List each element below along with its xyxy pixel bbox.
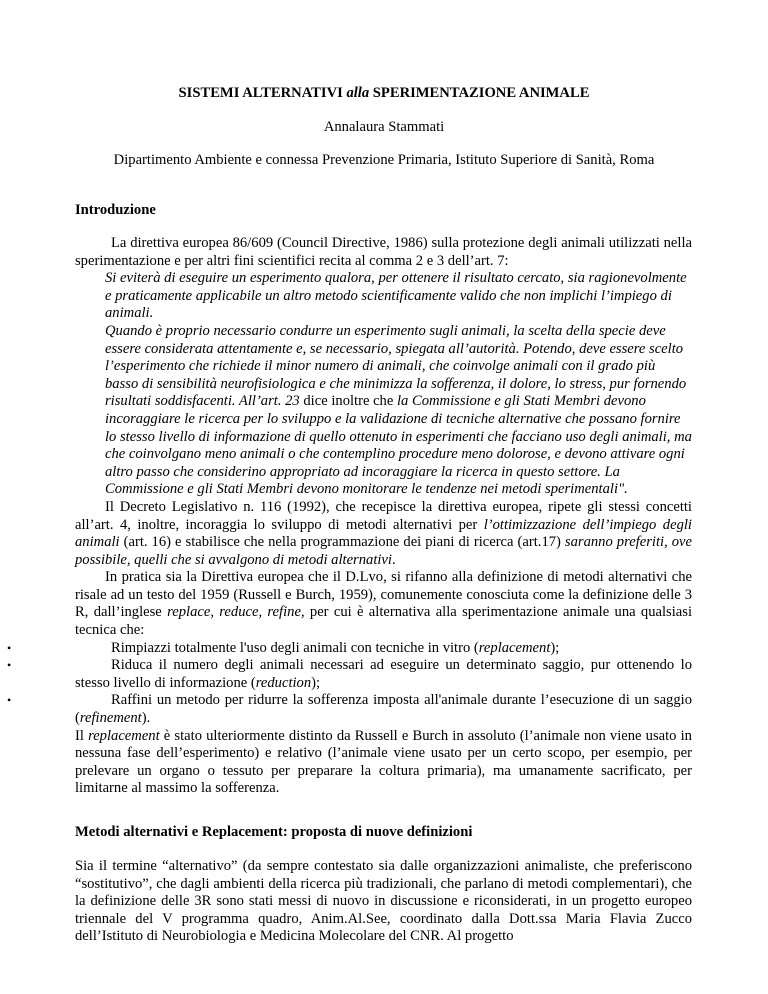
text-run: , per cui è alternativa alla sperimentazione animale una qualsiasi tecnica che:	[75, 604, 692, 639]
text-run: è stato ulteriormente distinto da Russell e Burch in assoluto (l’animale non viene usato in nessuna fase dell’esperimento) e relativo (l’animale viene usato per un certo scopo, per esempio, per prelevare un organo o tessuto per preparare la coltura primaria), ma umanamente sacrificato, per limitarne al massimo la sofferenza.	[75, 727, 692, 797]
italic-run: replacement	[88, 727, 160, 744]
title-part: SISTEMI ALTERNATIVI	[178, 85, 347, 101]
text-run: Il Decreto Legislativo n. 116 (1992), che recepisce la direttiva europea, ripete gli stessi concetti all’art. 4, inoltre, incoraggia lo sviluppo di metodi alternativi per	[75, 498, 692, 533]
list-item	[7, 657, 692, 692]
author-affiliation: Dipartimento Ambiente e connessa Prevenzione Primaria, Istituto Superiore di Sanità, Roma	[113, 152, 655, 168]
quoted-paragraph: Si eviterà di eseguire un esperimento qualora, per ottenere il risultato cercato, sia ragionevolmente e praticamente applicabile un altro metodo scientificamente valido che non implichi l’impiego di animali.	[105, 270, 687, 322]
italic-run: refinement	[79, 710, 142, 727]
text-run: Il	[75, 727, 89, 744]
paragraph	[75, 728, 692, 798]
quote-text: la Commissione e gli Stati Membri devono incoraggiare le ricerca per lo sviluppo e la validazione di tecniche alternative che possano fornire lo stesso livello di informazione di quello ottenuto in esperimenti che facciano uso degli animali, ma che coinvolgano meno animali o che contemplino procedure meno dolorose, e devono attivare ogni altro passo che considerino appropriato ad incoraggiare la ricerca in questo settore. La Commissione e gli Stati Membri devono monitorare le tendenze nei metodi sperimentali".	[105, 393, 692, 498]
italic-run: l’ottimizzazione dell’impiego degli animali	[75, 516, 692, 551]
paragraph: Sia il termine “alternativo” (da sempre contestato sia dalle organizzazioni animaliste, che preferiscono “sostitutivo”, che dagli ambienti della ricerca più tradizionali, che parlano di metodi complementari), che la definizione delle 3R sono stati messi di nuovo in discussione e riconsiderati, in un progetto europeo triennale del V programma quadro, Anim.Al.See, coordinato dalla Dott.ssa Maria Flavia Zucco dell’Istituto di Neurobiologia e Medicina Molecolare del CNR. Al progetto	[75, 858, 692, 945]
quote-plain-text: dice inoltre che	[299, 393, 397, 410]
paragraph: La direttiva europea 86/609 (Council Directive, 1986) sulla protezione degli animali utilizzati nella sperimentazione e per altri fini scientifici recita al comma 2 e 3 dell’art. 7:	[75, 235, 692, 269]
list-item	[7, 639, 692, 658]
italic-run: replace, reduce, refine	[167, 604, 301, 621]
text-run: .	[391, 551, 396, 568]
author-name: Annalaura Stammati	[323, 119, 445, 135]
bullet-icon: •	[7, 640, 12, 655]
bullet-icon: •	[7, 693, 12, 708]
methods-body	[75, 858, 692, 946]
text-run: Riduca il numero degli animali necessari ad eseguire un determinato saggio, pur ottenendo lo stesso livello di informazione (	[75, 657, 692, 691]
quote-text: Quando è proprio necessario condurre un esperimento sugli animali, la scelta della specie deve essere considerata attentamente e, se necessario, spiegata all’autorità. Potendo, deve essere scelto l’esperimento che richiede il minor numero di animali, che coinvolge animali con il grado più basso di sensibilità neurofisiologica e che minimizza la sofferenza, il dolore, lo stress, pur fornendo risultati soddisfacenti. All’art. 23	[105, 322, 687, 410]
paragraph	[75, 569, 692, 639]
document-title	[0, 85, 768, 102]
text-run: (art. 16) e stabilisce che nella programmazione dei piani di ricerca (art.17)	[119, 534, 565, 551]
title-italic-part: alla	[346, 85, 370, 101]
section-heading-methods: Metodi alternativi e Replacement: proposta di nuove definizioni	[75, 824, 473, 840]
quoted-paragraph	[105, 323, 692, 499]
text-run: );	[311, 674, 321, 691]
bullet-icon: •	[7, 658, 12, 673]
text-run: ).	[141, 710, 151, 727]
text-run: In pratica sia la Direttiva europea che il D.Lvo, si rifanno alla definizione di metodi alternativi che risale ad un testo del 1959 (Russell e Burch, 1959), comunemente conosciuta come la definizione delle 3 R, dall’inglese	[75, 569, 692, 621]
italic-run: saranno preferiti, ove possibile, quelli che si avvalgono di metodi alternativi	[75, 534, 692, 568]
text-run: Rimpiazzi totalmente l'uso degli animali con tecniche in vitro (	[111, 639, 479, 656]
introduction-body	[7, 235, 692, 798]
italic-run: reduction	[255, 674, 312, 691]
list-item	[7, 692, 692, 727]
paragraph	[75, 499, 692, 569]
text-run: Raffini un metodo per ridurre la sofferenza imposta all'animale durante l’esecuzione di un saggio (	[75, 692, 692, 727]
italic-run: replacement	[478, 639, 551, 656]
text-run: );	[550, 639, 560, 656]
section-heading-introduction: Introduzione	[75, 202, 156, 218]
title-part: SPERIMENTAZIONE ANIMALE	[369, 85, 590, 101]
